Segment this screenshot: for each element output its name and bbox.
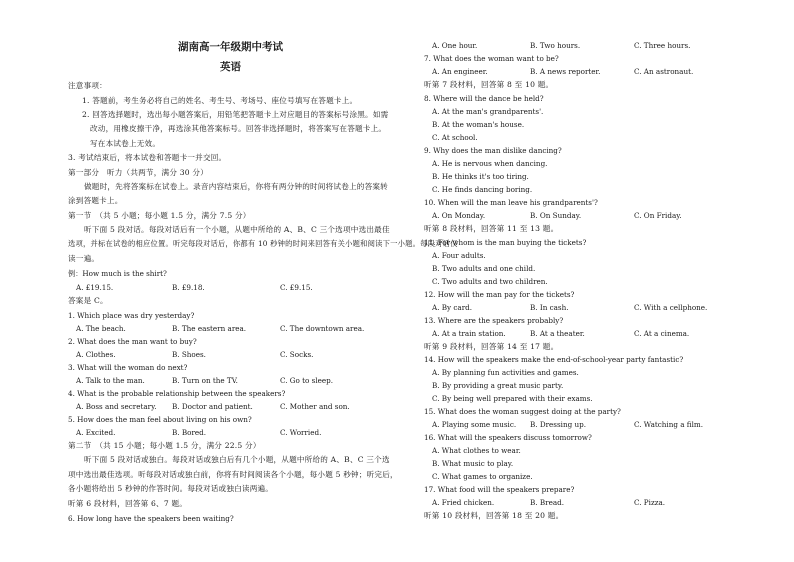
question-17: 17. What food will the speakers prepare? — [424, 485, 575, 494]
note-3: 3. 考试结束后，将本试卷和答题卡一并交回。 — [68, 153, 227, 162]
note-2-line2: 改动，用橡皮擦干净，再选涂其他答案标号。回答非选择题时，将答案写在答题卡上。 — [90, 124, 387, 133]
question-13: 13. Where are the speakers probably? — [424, 316, 564, 325]
question-5-option-a: A. Excited. — [76, 428, 116, 437]
listen-material-8: 听第 8 段材料，回答第 11 至 13 题。 — [424, 224, 559, 233]
listen-material-7: 听第 7 段材料，回答第 8 至 10 题。 — [424, 80, 554, 89]
question-5-option-c: C. Worried. — [280, 428, 322, 437]
question-2-option-c: C. Socks. — [280, 350, 314, 359]
question-2: 2. What does the man want to buy? — [68, 337, 197, 346]
section2-intro-line2: 项中选出最佳选项。听每段对话或独白前，你将有时间阅读各个小题，每小题 5 秒钟；听完后， — [68, 470, 398, 479]
question-3-option-b: B. Turn on the TV. — [172, 376, 238, 385]
question-7-option-a: A. An engineer. — [432, 67, 488, 76]
example-answer: 答案是 C。 — [68, 296, 108, 305]
question-9-option-b: B. He thinks it's too tiring. — [432, 172, 529, 181]
question-16-option-b: B. What music to play. — [432, 459, 514, 468]
question-5: 5. How does the man feel about living on his own? — [68, 415, 252, 424]
question-11-option-a: A. Four adults. — [432, 251, 486, 260]
section2-heading: 第二节 （共 15 小题；每小题 1.5 分，满分 22.5 分） — [68, 441, 261, 450]
question-1: 1. Which place was dry yesterday? — [68, 311, 195, 320]
question-15-option-a: A. Playing some music. — [432, 420, 517, 429]
exam-title: 湖南高一年级期中考试 — [178, 41, 283, 53]
section2-intro-line1: 听下面 5 段对话或独白。每段对话或独白后有几个小题，从题中所给的 A、B、C 三个选 — [84, 455, 390, 464]
question-16-option-c: C. What games to organize. — [432, 472, 533, 481]
question-9-option-c: C. He finds dancing boring. — [432, 185, 533, 194]
part1-heading: 第一部分 听力（共两节，满分 30 分） — [68, 168, 208, 177]
section1-intro-line3: 读一遍。 — [68, 254, 100, 263]
section1-intro-line1: 听下面 5 段对话。每段对话后有一个小题，从题中所给的 A、B、C 三个选项中选出最佳 — [84, 225, 390, 234]
question-1-option-b: B. The eastern area. — [172, 324, 247, 333]
question-10-option-a: A. On Monday. — [432, 211, 486, 220]
question-17-option-a: A. Fried chicken. — [432, 498, 495, 507]
part1-intro-line1: 做题时，先将答案标在试卷上。录音内容结束后，你将有两分钟的时间将试卷上的答案转 — [84, 182, 388, 191]
section1-heading: 第一节 （共 5 小题；每小题 1.5 分，满分 7.5 分） — [68, 211, 251, 220]
question-15-option-b: B. Dressing up. — [530, 420, 587, 429]
notes-heading: 注意事项： — [68, 81, 107, 90]
part1-intro-line2: 涂到答题卡上。 — [68, 196, 123, 205]
question-12-option-b: B. In cash. — [530, 303, 569, 312]
question-10-option-c: C. On Friday. — [634, 211, 682, 220]
question-6-option-b: B. Two hours. — [530, 41, 581, 50]
question-1-option-a: A. The beach. — [76, 324, 126, 333]
question-10-option-b: B. On Sunday. — [530, 211, 582, 220]
question-12: 12. How will the man pay for the tickets? — [424, 290, 575, 299]
question-10: 10. When will the man leave his grandparents'? — [424, 198, 598, 207]
question-2-option-a: A. Clothes. — [76, 350, 116, 359]
listen-material-9: 听第 9 段材料，回答第 14 至 17 题。 — [424, 342, 559, 351]
question-12-option-a: A. By card. — [432, 303, 473, 312]
question-1-option-c: C. The downtown area. — [280, 324, 365, 333]
question-9: 9. Why does the man dislike dancing? — [424, 146, 562, 155]
question-4-option-a: A. Boss and secretary. — [76, 402, 157, 411]
question-13-option-c: C. At a cinema. — [634, 329, 690, 338]
listen-material-6: 听第 6 段材料，回答第 6、7 题。 — [68, 499, 188, 508]
question-9-option-a: A. He is nervous when dancing. — [432, 159, 548, 168]
question-15-option-c: C. Watching a film. — [634, 420, 703, 429]
question-16-option-a: A. What clothes to wear. — [432, 446, 521, 455]
question-7-option-c: C. An astronaut. — [634, 67, 694, 76]
note-1: 1. 答题前，考生务必将自己的姓名、考生号、考场号、座位号填写在答题卡上。 — [82, 96, 358, 105]
question-14-option-a: A. By planning fun activities and games. — [432, 368, 579, 377]
question-14: 14. How will the speakers make the end-of-school-year party fantastic? — [424, 355, 684, 364]
question-6: 6. How long have the speakers been waiting? — [68, 514, 234, 523]
section2-intro-line3: 各小题将给出 5 秒钟的作答时间。每段对话或独白读两遍。 — [68, 484, 274, 493]
example-question: 例：How much is the shirt? — [68, 269, 167, 278]
question-3-option-c: C. Go to sleep. — [280, 376, 334, 385]
question-2-option-b: B. Shoes. — [172, 350, 206, 359]
subject-title: 英语 — [220, 61, 241, 73]
question-14-option-c: C. By being well prepared with their exams. — [432, 394, 593, 403]
question-15: 15. What does the woman suggest doing at the party? — [424, 407, 621, 416]
question-13-option-a: A. At a train station. — [432, 329, 506, 338]
question-14-option-b: B. By providing a great music party. — [432, 381, 564, 390]
question-17-option-b: B. Bread. — [530, 498, 564, 507]
question-8-option-a: A. At the man's grandparents'. — [432, 107, 544, 116]
question-3-option-a: A. Talk to the man. — [76, 376, 145, 385]
section1-intro-line2: 选项，并标在试卷的相应位置。听完每段对话后，你都有 10 秒钟的时间来回答有关小题和阅读下一小题。每段对话仅 — [68, 239, 458, 248]
question-4-option-c: C. Mother and son. — [280, 402, 350, 411]
question-12-option-c: C. With a cellphone. — [634, 303, 708, 312]
note-2-line1: 2. 回答选择题时，选出每小题答案后，用铅笔把答题卡上对应题目的答案标号涂黑。如需 — [82, 110, 389, 119]
question-3: 3. What will the woman do next? — [68, 363, 188, 372]
question-11-option-b: B. Two adults and one child. — [432, 264, 536, 273]
question-8: 8. Where will the dance be held? — [424, 94, 544, 103]
question-7: 7. What does the woman want to be? — [424, 54, 559, 63]
question-11-option-c: C. Two adults and two children. — [432, 277, 548, 286]
question-13-option-b: B. At a theater. — [530, 329, 585, 338]
listen-material-10: 听第 10 段材料，回答第 18 至 20 题。 — [424, 511, 564, 520]
note-2-line3: 写在本试卷上无效。 — [90, 139, 161, 148]
question-6-option-c: C. Three hours. — [634, 41, 691, 50]
question-7-option-b: B. A news reporter. — [530, 67, 601, 76]
question-16: 16. What will the speakers discuss tomorrow? — [424, 433, 592, 442]
question-5-option-b: B. Bored. — [172, 428, 207, 437]
question-4: 4. What is the probable relationship between the speakers? — [68, 389, 286, 398]
question-4-option-b: B. Doctor and patient. — [172, 402, 253, 411]
question-8-option-c: C. At school. — [432, 133, 478, 142]
question-8-option-b: B. At the woman's house. — [432, 120, 525, 129]
question-11: 11. For whom is the man buying the tickets? — [424, 238, 587, 247]
question-6-option-a: A. One hour. — [432, 41, 478, 50]
example-option-b: B. £9.18. — [172, 283, 205, 292]
example-option-c: C. £9.15. — [280, 283, 313, 292]
question-17-option-c: C. Pizza. — [634, 498, 666, 507]
example-option-a: A. £19.15. — [76, 283, 114, 292]
